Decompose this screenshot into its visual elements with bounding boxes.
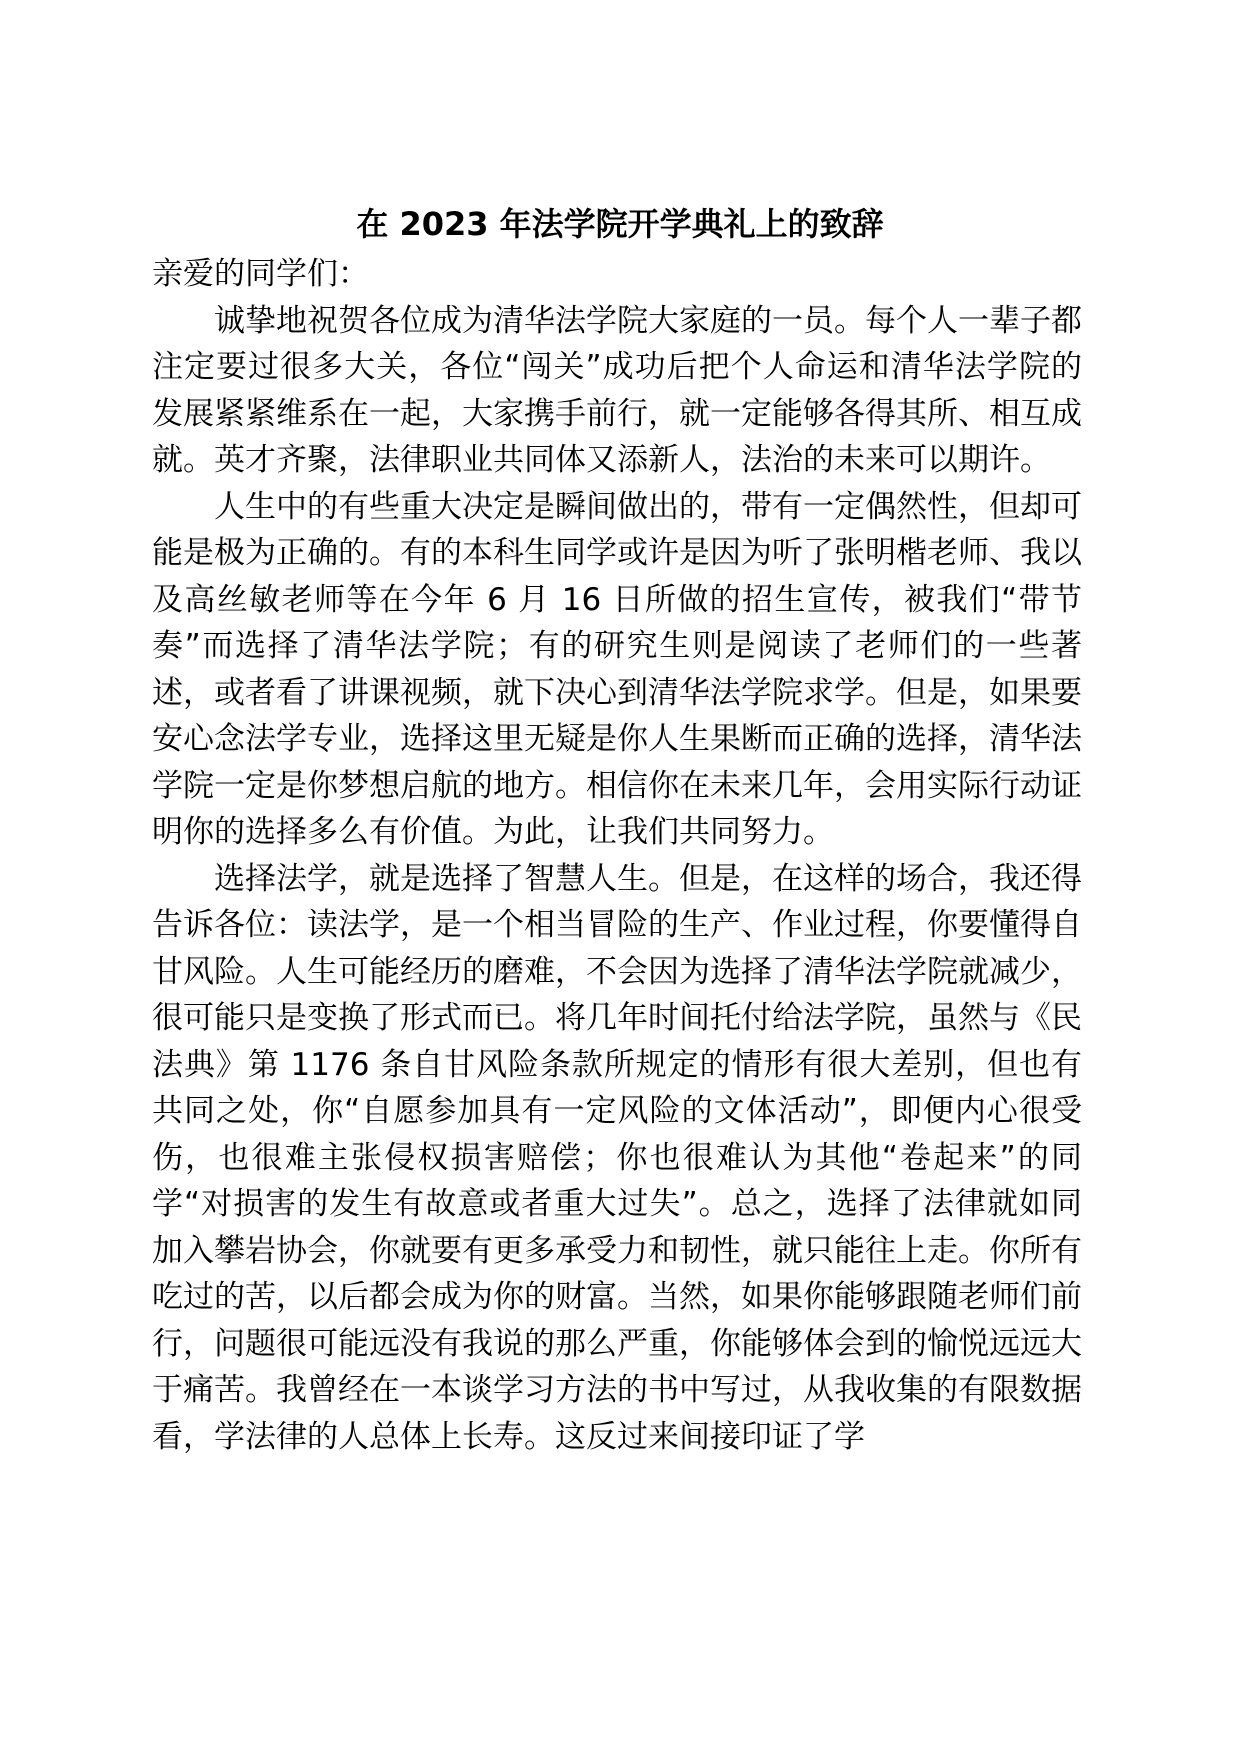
salutation: 亲爱的同学们： — [152, 256, 369, 292]
document-body — [152, 251, 1082, 1460]
document-title: 在 2023 年法学院开学典礼上的致辞 — [356, 205, 884, 243]
paragraph-law-wisdom: 选择法学，就是选择了智慧人生。但是，在这样的场合，我还得告诉各位：读法学，是一个相当冒险的生产、作业过程，你要懂得自甘风险。人生可能经历的磨难，不会因为选择了清华法学院就减少，很可能只是变换了形式而已。将几年时间托付给法学院，虽然与《民法典》第 1176 条自甘风险条款所规定的情形有很大差别，但也有共同之处，你“自愿参加具有一定风险的文体活动”，即便内心很受伤，也很难主张侵权损害赔偿；你也很难认为其他“卷起来”的同学“对损害的发生有故意或者重大过失”。总之，选择了法律就如同加入攀岩协会，你就要有更多承受力和韧性，就只能往上走。你所有吃过的苦，以后都会成为你的财富。当然，如果你能够跟随老师们前行，问题很可能远没有我说的那么严重，你能够体会到的愉悦远远大于痛苦。我曾经在一本谈学习方法的书中写过，从我收集的有限数据看，学法律的人总体上长寿。这反过来间接印证了学 — [152, 860, 1082, 1455]
paragraph-choice: 人生中的有些重大决定是瞬间做出的，带有一定偶然性，但却可能是极为正确的。有的本科生同学或许是因为听了张明楷老师、我以及高丝敏老师等在今年 6 月 16 日所做的招生宣传，被我们“带节奏”而选择了清华法学院；有的研究生则是阅读了老师们的一些著述，或者看了讲课视频，就下决心到清华法学院求学。但是，如果要安心念法学专业，选择这里无疑是你人生果断而正确的选择，清华法学院一定是你梦想启航的地方。相信你在未来几年，会用实际行动证明你的选择多么有价值。为此，让我们共同努力。 — [152, 488, 1082, 850]
paragraph-congratulations: 诚挚地祝贺各位成为清华法学院大家庭的一员。每个人一辈子都注定要过很多大关，各位“闯关”成功后把个人命运和清华法学院的发展紧紧维系在一起，大家携手前行，就一定能够各得其所、相互成就。英才齐聚，法律职业共同体又添新人，法治的未来可以期许。 — [152, 302, 1082, 478]
